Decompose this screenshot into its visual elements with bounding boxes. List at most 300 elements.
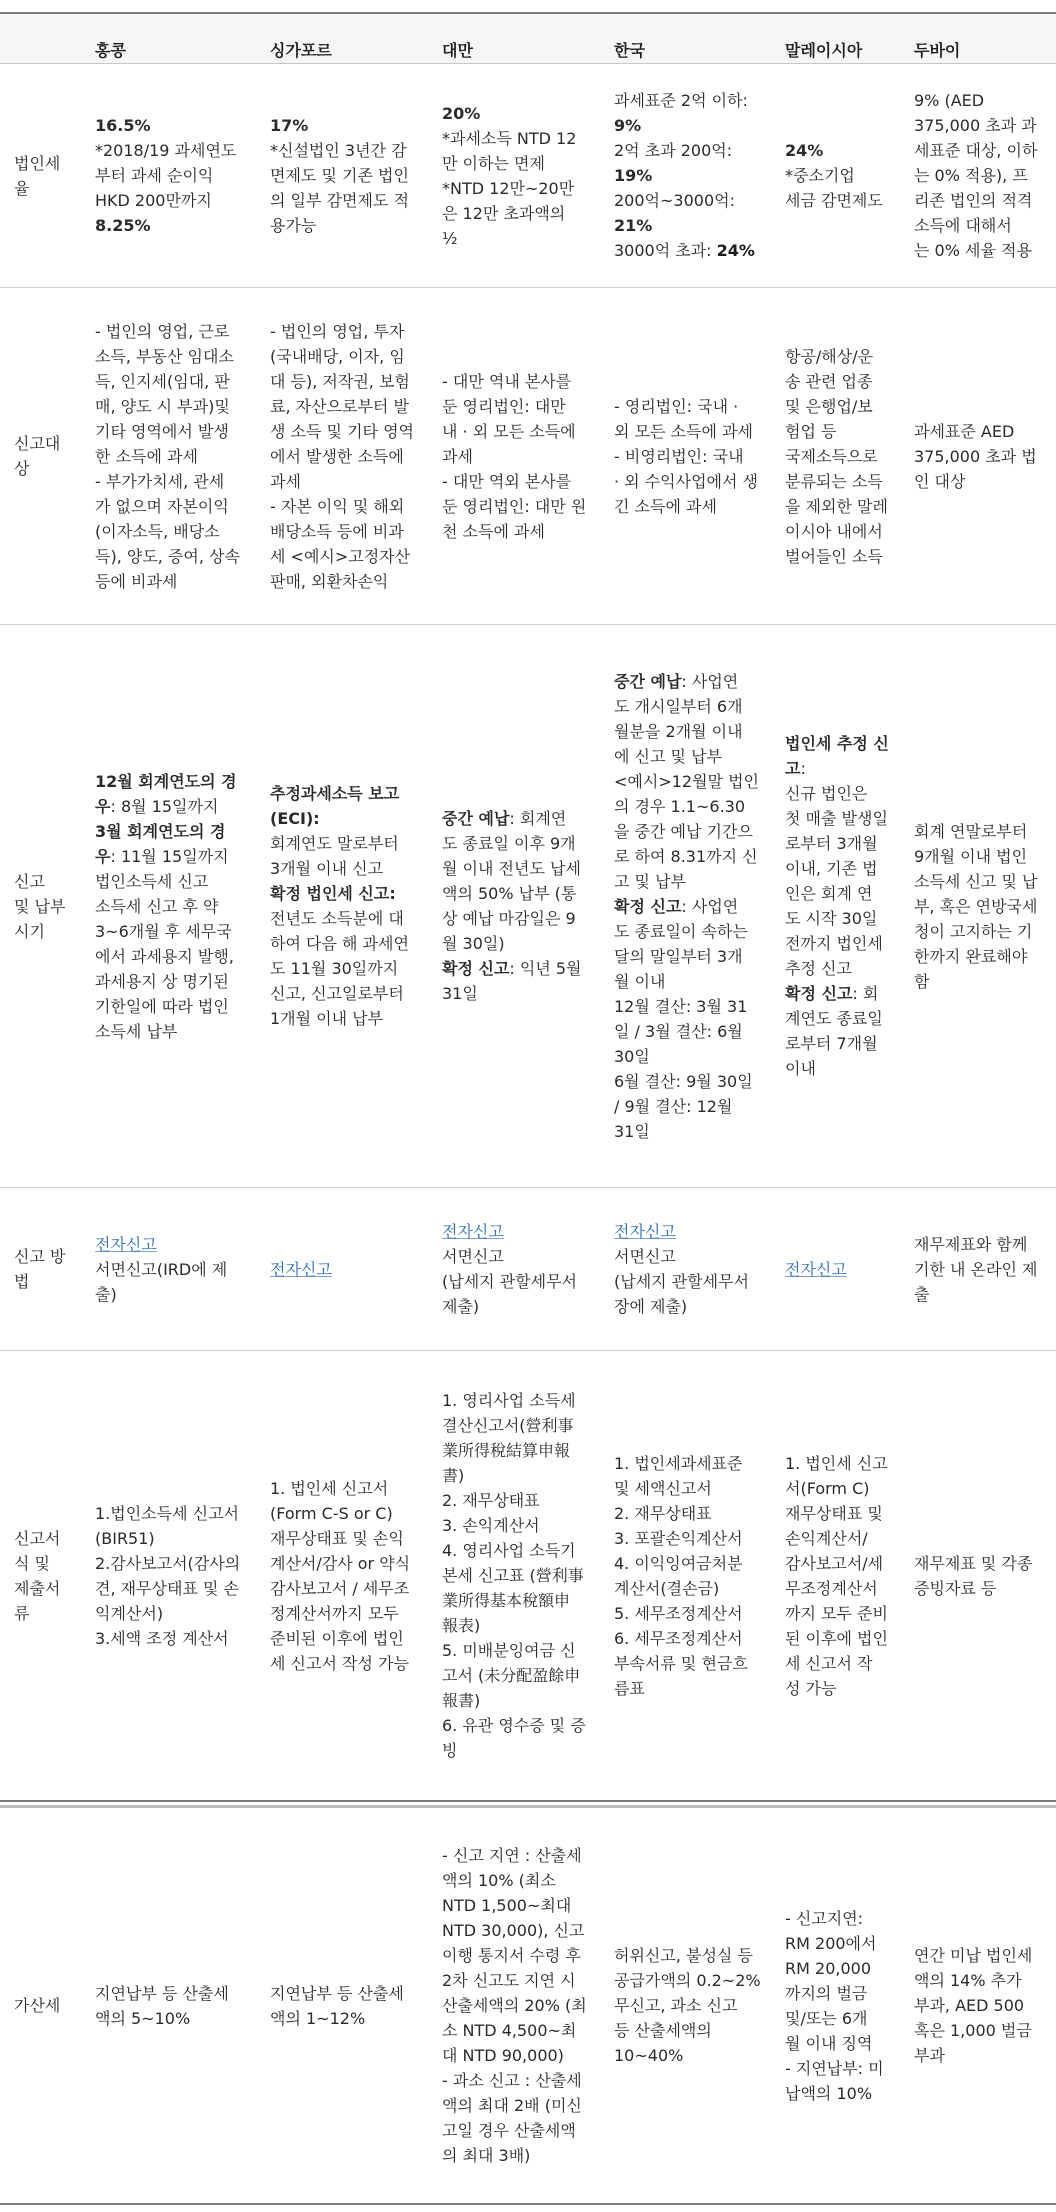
cell-line-text: 19% bbox=[614, 166, 653, 185]
cell-line bbox=[95, 1019, 237, 1044]
cell-rate-kr bbox=[614, 64, 755, 287]
cell-line-text: 1개월 이내 납부 bbox=[270, 1009, 384, 1028]
cell-line bbox=[442, 1688, 586, 1713]
cell-line-text: 액의 최대 2배 (미신 bbox=[442, 2096, 582, 2115]
cell-line bbox=[614, 1993, 761, 2018]
e-filing-link[interactable] bbox=[95, 1232, 227, 1257]
cell-line-text: 제출) bbox=[442, 1297, 480, 1316]
cell-line bbox=[785, 1006, 889, 1031]
cell-line-text: 등 산출세액의 bbox=[614, 2021, 712, 2040]
cell-line bbox=[785, 806, 889, 831]
cell-line-text: 한 소득에 과세 bbox=[95, 446, 198, 466]
cell-line-text: 2억 초과 200억: bbox=[614, 141, 733, 160]
cell-forms-kr bbox=[614, 1351, 748, 1800]
cell-line bbox=[614, 1094, 759, 1119]
cell-line-text: 2차 신고도 지연 시 bbox=[442, 1971, 576, 1990]
cell-line-text: (BIR51) bbox=[95, 1528, 155, 1548]
row-label-line[interactable]: 시기 bbox=[14, 921, 45, 941]
cell-line-text: <예시>12월말 법인 bbox=[614, 771, 759, 791]
cell-line bbox=[614, 113, 755, 138]
cell-line-text: 배당소득 등에 비과 bbox=[270, 521, 404, 541]
cell-line-text: - 신고 지연 : 산출세 bbox=[442, 1846, 582, 1865]
cell-scope-dubai bbox=[914, 288, 1037, 624]
e-filing-link[interactable] bbox=[614, 1219, 749, 1244]
cell-line-text: / 9월 결산: 12월 bbox=[614, 1096, 733, 1116]
cell-line bbox=[914, 2043, 1032, 2068]
cell-forms-my bbox=[785, 1351, 888, 1800]
cell-method-tw bbox=[442, 1188, 577, 1350]
cell-line bbox=[95, 569, 240, 594]
cell-line-text: 가 없으며 자본이익 bbox=[95, 496, 229, 516]
cell-line-text: 12월 회계연도의 경 bbox=[95, 771, 237, 791]
cell-line bbox=[270, 494, 414, 519]
cell-line bbox=[95, 769, 237, 794]
cell-line-text: 된 이후에 법인 bbox=[785, 1628, 888, 1648]
cell-line bbox=[442, 806, 582, 831]
row-label-penalty bbox=[14, 1808, 60, 2203]
cell-timing-tw bbox=[442, 625, 582, 1187]
cell-line-text: 부과, AED 500 bbox=[914, 1996, 1025, 2015]
cell-method-hk bbox=[95, 1188, 227, 1350]
cell-line-text: 200억~3000억: bbox=[614, 191, 735, 210]
cell-line bbox=[95, 994, 237, 1019]
cell-line-text: 액의 14% 추가 bbox=[914, 1971, 1022, 1990]
cell-line bbox=[914, 138, 1037, 163]
cell-line-text: - 영리법인: 국내 · bbox=[614, 396, 739, 416]
cell-line-text: 8.25% bbox=[95, 216, 151, 235]
cell-line bbox=[785, 781, 889, 806]
cell-line-text: 액의 1~12% bbox=[270, 2008, 366, 2028]
cell-line-text: 17% bbox=[270, 116, 309, 135]
row-label-line[interactable]: 신고대 bbox=[14, 434, 61, 453]
cell-line bbox=[914, 944, 1037, 969]
cell-line bbox=[442, 1438, 586, 1463]
cell-line bbox=[614, 1526, 748, 1551]
cell-line bbox=[95, 188, 236, 213]
cell-line-text: ½ bbox=[442, 228, 458, 248]
cell-timing-kr bbox=[614, 625, 759, 1187]
cell-line-text: 소득세 납부 bbox=[95, 1021, 178, 1041]
cell-line bbox=[442, 1843, 587, 1868]
table-row-scope bbox=[0, 288, 1056, 625]
cell-line-text: 이내 bbox=[785, 1059, 816, 1078]
cell-line-text: 등에 비과세 bbox=[95, 571, 178, 591]
cell-line-text: 20% bbox=[442, 103, 481, 123]
cell-line-text: - 법인의 영업, 투자 bbox=[270, 321, 405, 341]
cell-line bbox=[270, 113, 409, 138]
cell-line-text: 3.세액 조정 계산서 bbox=[95, 1628, 229, 1648]
cell-line bbox=[442, 519, 586, 544]
cell-line bbox=[442, 1993, 587, 2018]
cell-line-text: 본세 신고표 (營利事 bbox=[442, 1566, 584, 1585]
cell-line-text: 세금 감면제도 bbox=[785, 191, 883, 210]
cell-line-text: 무조정계산서 bbox=[785, 1578, 878, 1598]
cell-line bbox=[914, 1993, 1032, 2018]
cell-line-text: NTD 30,000), 신고 bbox=[442, 1921, 585, 1940]
cell-line-text: 기타 영역에서 발생 bbox=[95, 421, 229, 441]
cell-line-text: RM 20,000 bbox=[785, 1958, 871, 1978]
cell-line-text: (Form C-S or C) bbox=[270, 1503, 393, 1523]
cell-line bbox=[270, 188, 409, 213]
cell-line-text[interactable]: 전자신고 bbox=[785, 1259, 847, 1279]
cell-line bbox=[95, 344, 240, 369]
cell-line-text: 기한 내 온라인 제 bbox=[914, 1259, 1038, 1279]
cell-line-text[interactable]: 전자신고 bbox=[270, 1259, 332, 1279]
cell-line bbox=[270, 881, 409, 906]
cell-line-text: 書) bbox=[442, 1466, 465, 1485]
cell-line-text: NTD 1,500~최대 bbox=[442, 1896, 572, 1915]
row-label-line[interactable]: 류 bbox=[14, 1603, 30, 1623]
cell-line-text-rest: : 회계연 bbox=[509, 809, 567, 828]
cell-line-text: 월 30일) bbox=[442, 934, 505, 953]
cell-line bbox=[270, 319, 414, 344]
table-row-method bbox=[0, 1188, 1056, 1351]
cell-line bbox=[785, 1551, 888, 1576]
cell-line bbox=[614, 213, 755, 238]
cell-line bbox=[95, 419, 240, 444]
cell-line bbox=[95, 2006, 229, 2031]
cell-line bbox=[442, 1868, 587, 1893]
row-label-line[interactable]: 식 및 bbox=[14, 1553, 50, 1573]
cell-line-text: 대 NTD 90,000) bbox=[442, 2046, 564, 2065]
cell-line-text: 회계 연말로부터 bbox=[914, 821, 1028, 841]
cell-line bbox=[914, 213, 1037, 238]
e-filing-link[interactable] bbox=[270, 1257, 332, 1282]
cell-line-text: 상 예납 마감일은 9 bbox=[442, 909, 576, 928]
cell-line bbox=[95, 213, 236, 238]
cell-line bbox=[270, 369, 414, 394]
row-label-forms bbox=[14, 1351, 60, 1800]
cell-line bbox=[442, 1918, 587, 1943]
cell-line-text: 면제도 및 기존 법인 bbox=[270, 166, 409, 185]
cell-line bbox=[614, 188, 755, 213]
cell-line bbox=[270, 444, 414, 469]
cell-timing-dubai bbox=[914, 625, 1037, 1187]
cell-line bbox=[785, 1651, 888, 1676]
cell-line bbox=[270, 1476, 410, 1501]
cell-line-text: 4. 영리사업 소득기 bbox=[442, 1541, 576, 1560]
cell-line bbox=[914, 1576, 1032, 1601]
cell-line bbox=[270, 1626, 410, 1651]
cell-line bbox=[785, 1981, 884, 2006]
cell-line-text: 을 제외한 말레 bbox=[785, 496, 888, 516]
cell-line-text: 공급가액의 0.2~2% bbox=[614, 1971, 761, 1990]
cell-line bbox=[614, 1269, 749, 1294]
cell-line bbox=[785, 1056, 889, 1081]
cell-line bbox=[785, 138, 883, 163]
cell-line-text: 報書) bbox=[442, 1691, 481, 1710]
cell-line bbox=[270, 781, 409, 806]
cell-line-text: 9% (AED bbox=[914, 91, 985, 110]
row-label-line[interactable]: 율 bbox=[14, 178, 30, 198]
cell-line-text: 빙 bbox=[442, 1741, 458, 1760]
cell-line-text: 부속서류 및 현금흐 bbox=[614, 1653, 748, 1673]
cell-line bbox=[614, 1551, 748, 1576]
cell-line bbox=[442, 1563, 586, 1588]
cell-line bbox=[442, 2143, 587, 2168]
cell-line bbox=[442, 1413, 586, 1438]
cell-line bbox=[914, 2018, 1032, 2043]
cell-line-text: RM 200에서 bbox=[785, 1933, 877, 1953]
cell-line bbox=[614, 88, 755, 113]
cell-line-text: 부과 bbox=[914, 2046, 945, 2065]
cell-line-text: 긴 소득에 과세 bbox=[614, 496, 717, 516]
cell-line-text: 이행 통지서 수령 후 bbox=[442, 1946, 581, 1965]
cell-line-text: 에 신고 및 납부 bbox=[614, 746, 722, 766]
cell-line bbox=[442, 101, 576, 126]
e-filing-link[interactable] bbox=[442, 1219, 577, 1244]
cell-line bbox=[614, 1476, 748, 1501]
cell-line bbox=[914, 1232, 1037, 1257]
cell-line bbox=[614, 869, 759, 894]
cell-rate-hk bbox=[95, 64, 236, 287]
cell-line-text: - 비영리법인: 국내 bbox=[614, 446, 744, 466]
cell-line bbox=[785, 519, 888, 544]
cell-line bbox=[95, 1576, 240, 1601]
cell-line-text: 서(Form C) bbox=[785, 1478, 870, 1498]
cell-line bbox=[95, 1526, 240, 1551]
cell-line bbox=[95, 394, 240, 419]
row-label-line[interactable]: 상 bbox=[14, 459, 30, 478]
cell-line-text: 첫 매출 발생일 bbox=[785, 809, 888, 828]
cell-line-text: 는 0% 세율 적용 bbox=[914, 241, 1032, 260]
cell-line-text: 산출세액의 20% (최 bbox=[442, 1996, 587, 2015]
cell-line-text: 및/또는 6개 bbox=[785, 2008, 868, 2028]
cell-line-text: 1.법인소득세 신고서 bbox=[95, 1503, 239, 1523]
header-korea: 한국 bbox=[614, 41, 645, 60]
cell-line-text: 월 이내 징역 bbox=[785, 2033, 873, 2053]
row-label-line[interactable]: 및 납부 bbox=[14, 896, 66, 916]
cell-line-text: 확정 신고 bbox=[442, 959, 510, 978]
cell-line-text: 국제소득으로 bbox=[785, 446, 878, 466]
cell-line bbox=[95, 969, 237, 994]
cell-scope-sg bbox=[270, 288, 414, 624]
row-label-line[interactable]: 신고 bbox=[14, 871, 45, 891]
cell-line bbox=[442, 831, 582, 856]
cell-line bbox=[442, 2068, 587, 2093]
cell-line-text: 서면신고 bbox=[614, 1247, 676, 1266]
cell-line-text: 10~40% bbox=[614, 2046, 684, 2065]
cell-line bbox=[785, 1906, 884, 1931]
cell-line-text: 16.5% bbox=[95, 116, 151, 135]
cell-line-text: - 대만 역내 본사를 bbox=[442, 371, 572, 391]
cell-line-text: 2.감사보고서(감사의 bbox=[95, 1553, 241, 1573]
cell-line bbox=[785, 2081, 884, 2106]
cell-line-text: (국내배당, 이자, 임 bbox=[270, 346, 405, 366]
cell-line-text[interactable]: 전자신고 bbox=[95, 1234, 157, 1254]
cell-line bbox=[785, 1476, 888, 1501]
cell-line-text: 의 일부 감면제도 적 bbox=[270, 191, 409, 210]
cell-line-text: 과세용지 상 명기된 bbox=[95, 971, 229, 991]
cell-line-text: 서면신고(IRD에 제 bbox=[95, 1259, 228, 1279]
cell-line-text: - 과소 신고 : 산출세 bbox=[442, 2071, 582, 2090]
cell-line-text: - 신고지연: bbox=[785, 1908, 864, 1928]
cell-line-text: 신규 법인은 bbox=[785, 784, 868, 803]
cell-line bbox=[914, 469, 1037, 494]
row-label-line[interactable]: 법 bbox=[14, 1272, 30, 1291]
cell-line bbox=[270, 981, 409, 1006]
cell-line bbox=[95, 844, 237, 869]
cell-line-text-rest: : 사업연 bbox=[681, 671, 739, 691]
cell-line bbox=[270, 519, 414, 544]
row-label-line[interactable]: 신고서 bbox=[14, 1528, 61, 1548]
cell-line bbox=[914, 919, 1037, 944]
cell-line-text: 1. 영리사업 소득세 bbox=[442, 1391, 576, 1410]
cell-line bbox=[442, 1538, 586, 1563]
cell-line-text-rest: : bbox=[800, 759, 806, 778]
cell-line bbox=[614, 138, 755, 163]
cell-line bbox=[614, 1069, 759, 1094]
cell-line bbox=[95, 138, 236, 163]
cell-forms-dubai bbox=[914, 1351, 1032, 1800]
cell-line bbox=[442, 444, 586, 469]
cell-line-text: 월 이내 bbox=[614, 971, 666, 991]
cell-line bbox=[614, 2018, 761, 2043]
cell-line-text: 24% bbox=[785, 141, 824, 160]
cell-line-text: 법인소득세 신고 bbox=[95, 871, 209, 891]
cell-method-sg bbox=[270, 1188, 332, 1350]
cell-line bbox=[785, 394, 888, 419]
cell-line-text: 우 bbox=[95, 846, 111, 866]
cell-line-text: 전까지 법인세 bbox=[785, 934, 883, 953]
row-label-scope bbox=[14, 288, 60, 624]
cell-line bbox=[614, 894, 759, 919]
cell-penalty-hk bbox=[95, 1808, 229, 2203]
cell-scope-my bbox=[785, 288, 888, 624]
cell-line bbox=[442, 1588, 586, 1613]
cell-line bbox=[442, 2043, 587, 2068]
cell-line bbox=[785, 906, 889, 931]
cell-line bbox=[442, 1613, 586, 1638]
cell-line bbox=[614, 1294, 749, 1319]
cell-line bbox=[614, 1968, 761, 1993]
cell-line bbox=[95, 319, 240, 344]
cell-line-text: - 대만 역외 본사를 bbox=[442, 471, 572, 491]
cell-line-text: (ECI): bbox=[270, 809, 320, 828]
cell-line bbox=[614, 994, 759, 1019]
cell-line-text: 고 bbox=[785, 759, 801, 778]
cell-line-text: 둔 영리법인: 대만 bbox=[442, 396, 566, 416]
cell-line-text: 중간 예납 bbox=[614, 671, 682, 691]
cell-line-text: 재무제표와 함께 bbox=[914, 1234, 1028, 1254]
e-filing-link[interactable] bbox=[785, 1257, 847, 1282]
cell-line bbox=[785, 344, 888, 369]
cell-line-text: 30일 bbox=[614, 1046, 650, 1066]
cell-line-text: 은 12만 초과액의 bbox=[442, 203, 566, 223]
cell-line-text: 세 신고서 작 bbox=[785, 1653, 873, 1673]
cell-line bbox=[914, 163, 1037, 188]
cell-line bbox=[270, 569, 414, 594]
cell-line-text: 이시아 내에서 bbox=[785, 521, 883, 541]
cell-line-text: 함 bbox=[914, 971, 930, 991]
cell-line bbox=[95, 544, 240, 569]
table-row-timing bbox=[0, 625, 1056, 1188]
cell-line bbox=[614, 163, 755, 188]
cell-line-text: 만 이하는 면제 bbox=[442, 153, 545, 173]
cell-line-text: 과세표준 AED bbox=[914, 421, 1015, 441]
cell-rate-tw bbox=[442, 64, 576, 287]
cell-line-text: 액의 5~10% bbox=[95, 2008, 191, 2028]
cell-line-text: 1. 법인세과세표준 bbox=[614, 1453, 743, 1473]
cell-line bbox=[95, 494, 240, 519]
cell-line-text: 3000억 초과: bbox=[614, 241, 717, 260]
row-label-line[interactable]: 제출서 bbox=[14, 1578, 61, 1598]
cell-line bbox=[614, 469, 758, 494]
header-taiwan: 대만 bbox=[442, 41, 473, 60]
cell-line bbox=[270, 1981, 404, 2006]
cell-line-text[interactable]: 전자신고 bbox=[442, 1222, 504, 1241]
cell-line-text: HKD 200만까지 bbox=[95, 191, 212, 210]
cell-line bbox=[95, 369, 240, 394]
cell-line bbox=[270, 1526, 410, 1551]
cell-penalty-dubai bbox=[914, 1808, 1032, 2203]
cell-line bbox=[785, 2031, 884, 2056]
cell-line-text: 월분을 2개월 이내 bbox=[614, 721, 743, 741]
cell-line bbox=[442, 419, 586, 444]
cell-line-text-rest: : 8월 15일까지 bbox=[110, 796, 219, 816]
cell-line-text: 재무상태표 및 bbox=[785, 1503, 883, 1523]
cell-line bbox=[442, 394, 586, 419]
cell-line-text: 증빙자료 등 bbox=[914, 1578, 997, 1598]
cell-line bbox=[442, 494, 586, 519]
cell-line-text: 과세표준 2억 이하: bbox=[614, 91, 748, 110]
cell-line bbox=[785, 1626, 888, 1651]
cell-line bbox=[785, 1601, 888, 1626]
cell-line bbox=[442, 1893, 587, 1918]
cell-line bbox=[442, 1488, 586, 1513]
cell-line-text: 항공/해상/운 bbox=[785, 346, 874, 366]
cell-line-text: 세 <예시>고정자산 bbox=[270, 546, 411, 566]
row-label-line[interactable]: 신고 방 bbox=[14, 1247, 66, 1266]
row-label-line[interactable]: 가산세 bbox=[14, 1996, 61, 2015]
cell-line-text: - 자본 이익 및 해외 bbox=[270, 496, 405, 516]
cell-line bbox=[785, 831, 889, 856]
cell-line-text: (납세지 관할세무서 bbox=[442, 1272, 577, 1291]
cell-line-text: 벌어들인 소득 bbox=[785, 546, 883, 566]
row-label-line[interactable]: 법인세 bbox=[14, 153, 61, 173]
cell-line-text: 계산서/감사 or 약식 bbox=[270, 1553, 411, 1573]
cell-line bbox=[614, 1244, 749, 1269]
cell-line-text: 로부터 7개월 bbox=[785, 1034, 878, 1053]
cell-line bbox=[95, 819, 237, 844]
cell-line-text: 375,000 초과 법 bbox=[914, 446, 1037, 466]
cell-forms-sg bbox=[270, 1351, 410, 1800]
cell-line-text: 는 0% 적용), 프 bbox=[914, 166, 1028, 185]
cell-line-text: 의 경우 1.1~6.30 bbox=[614, 796, 746, 816]
cell-line bbox=[442, 2118, 587, 2143]
cell-line bbox=[785, 956, 889, 981]
cell-line-text: 연간 미납 법인세 bbox=[914, 1946, 1033, 1965]
cell-line-text: 청이 고지하는 기 bbox=[914, 921, 1033, 941]
cell-line-text: 도 11월 30일까지 bbox=[270, 959, 399, 978]
cell-line-text: 재무상태표 및 손익 bbox=[270, 1528, 404, 1548]
cell-line-text[interactable]: 전자신고 bbox=[614, 1222, 676, 1241]
cell-line bbox=[614, 794, 759, 819]
cell-line bbox=[95, 1981, 229, 2006]
cell-line-text: 21% bbox=[614, 216, 653, 235]
cell-line bbox=[270, 163, 409, 188]
cell-line bbox=[914, 1943, 1032, 1968]
cell-line bbox=[442, 151, 576, 176]
cell-line-text: 세 신고서 작성 가능 bbox=[270, 1653, 409, 1673]
cell-line bbox=[270, 956, 409, 981]
cell-line bbox=[442, 1968, 587, 1993]
cell-line-text: *과세소득 NTD 12 bbox=[442, 128, 577, 148]
cell-line-text: 세표준 대상, 이하 bbox=[914, 141, 1038, 160]
cell-line bbox=[442, 469, 586, 494]
cell-line bbox=[614, 419, 758, 444]
cell-line bbox=[914, 969, 1037, 994]
